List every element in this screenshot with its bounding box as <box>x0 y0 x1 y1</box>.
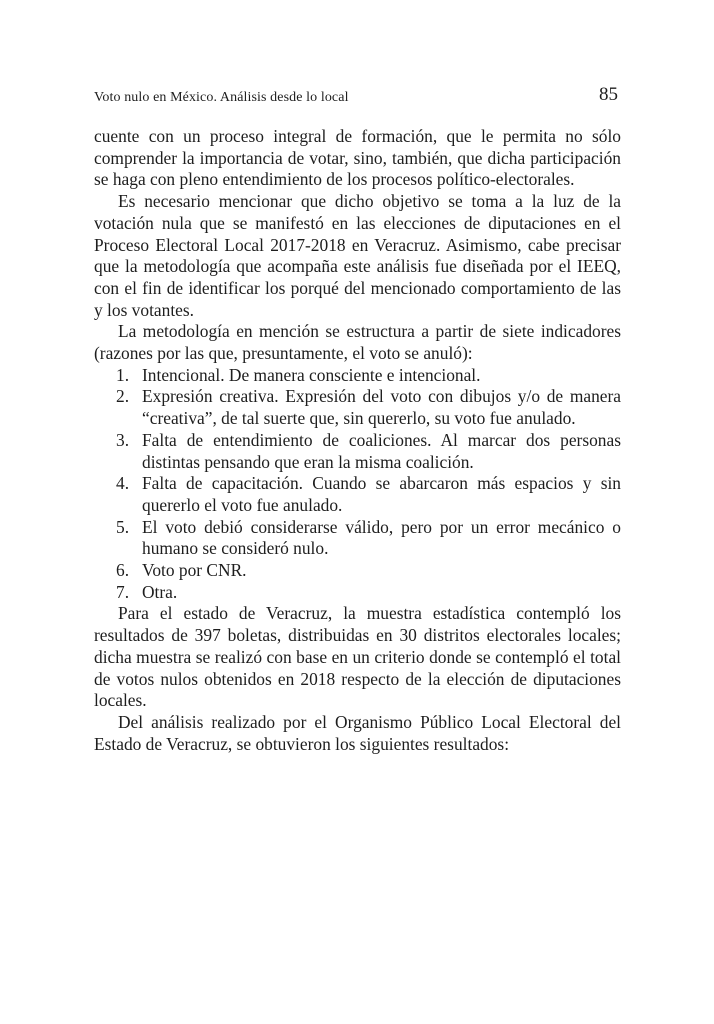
paragraph-results-intro: Del análisis realizado por el Organismo Público Local Electoral del Estado de Veracruz, se obtuvieron los siguientes resultados: <box>94 711 621 754</box>
list-item-number: 4. <box>116 473 130 494</box>
list-item-text: Falta de capacitación. Cuando se abarcaron más espacios y sin quererlo el voto fue anulado. <box>142 473 621 515</box>
paragraph-sample: Para el estado de Veracruz, la muestra estadística contempló los resultados de 397 boletas, distribuidas en 30 distritos electorales locales; dicha muestra se realizó con base en un criterio donde se contempló el total de votos nulos obtenidos en 2018 respecto de la elección de diputaciones locales. <box>94 603 621 711</box>
list-item <box>94 560 621 582</box>
list-item <box>94 365 621 387</box>
list-item <box>94 430 621 473</box>
list-item-number: 7. <box>116 581 130 602</box>
list-item <box>94 386 621 429</box>
list-item-text: Intencional. De manera consciente e intencional. <box>142 364 481 385</box>
list-item-text: Expresión creativa. Expresión del voto con dibujos y/o de manera “creativa”, de tal suerte que, sin quererlo, su voto fue anulado. <box>142 386 621 429</box>
list-item-number: 3. <box>116 429 130 450</box>
running-head <box>94 84 622 108</box>
list-item <box>94 473 621 516</box>
list-item-number: 2. <box>116 386 130 407</box>
body-text <box>94 126 621 755</box>
list-item-number: 5. <box>116 516 130 537</box>
list-item-number: 6. <box>116 560 130 581</box>
list-item-text: Voto por CNR. <box>142 560 247 581</box>
paragraph-continuation: cuente con un proceso integral de formación, que le permita no sólo comprender la importancia de votar, sino, también, que dicha participación se haga con pleno entendimiento de los procesos político-electorales. <box>94 126 621 190</box>
paragraph-methodology: La metodología en mención se estructura a partir de siete indicadores (razones por las que, presuntamente, el voto se anuló): <box>94 321 621 364</box>
indicator-list <box>94 365 621 604</box>
list-item-text: Otra. <box>142 581 178 602</box>
list-item-number: 1. <box>116 364 130 385</box>
page-number: 85 <box>599 84 618 105</box>
list-item-text: El voto debió considerarse válido, pero por un error mecánico o humano se consideró nulo. <box>142 516 621 559</box>
list-item <box>94 582 621 604</box>
list-item <box>94 517 621 560</box>
paragraph-objective: Es necesario mencionar que dicho objetivo se toma a la luz de la votación nula que se manifestó en las elecciones de diputaciones en el Proceso Electoral Local 2017-2018 en Veracruz. Asimismo, cabe precisar que la metodología que acompaña este análisis fue diseñada por el IEEQ, con el fin de identificar los porqué del mencionado comportamiento de las y los votantes. <box>94 191 621 320</box>
list-item-text: Falta de entendimiento de coaliciones. Al marcar dos personas distintas pensando que eran la misma coalición. <box>142 429 621 472</box>
running-title: Voto nulo en México. Análisis desde lo local <box>94 90 349 105</box>
